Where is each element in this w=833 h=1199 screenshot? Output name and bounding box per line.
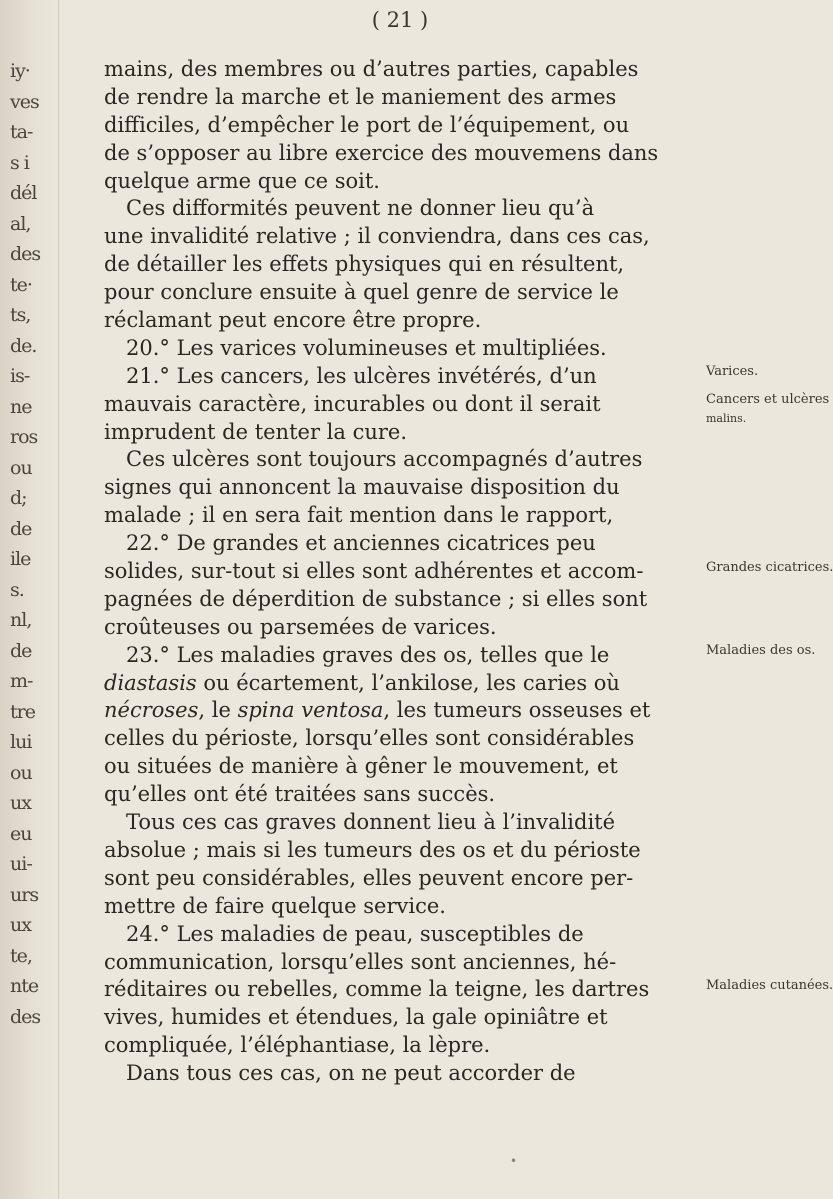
gutter-fragment: m-	[10, 670, 33, 692]
gutter-fragment: ta-	[10, 121, 33, 143]
gutter-fragment: te·	[10, 273, 32, 296]
text-line: 24.° Les maladies de peau, susceptibles de	[126, 921, 584, 946]
gutter-fragment: des	[10, 1005, 41, 1028]
text-line: une invalidité relative ; il conviendra, dans ces cas,	[104, 224, 650, 249]
text-line: 20.° Les varices volumineuses et multipliées.	[126, 335, 607, 360]
gutter-fragment: ros	[10, 426, 38, 448]
text-line: absolue ; mais si les tumeurs des os et du périoste	[104, 837, 641, 862]
text-line: de rendre la marche et le maniement des armes	[104, 84, 617, 109]
text-line: qu’elles ont été traitées sans succès.	[104, 782, 496, 807]
text-fragment: , les tumeurs osseuses et	[383, 698, 651, 723]
margin-note-cancers: Cancers et ulcères	[706, 392, 830, 407]
gutter-fragment: ts,	[10, 304, 31, 326]
text-line: imprudent de tenter la cure.	[104, 419, 408, 444]
gutter-fragment: iy·	[10, 60, 30, 82]
gutter-fragment: ou	[10, 456, 32, 479]
italic-term-diastasis: diastasis	[104, 670, 197, 695]
gutter-fragment: lui	[10, 731, 32, 753]
margin-note-malins: malins.	[706, 412, 747, 425]
text-line: celles du périoste, lorsqu’elles sont considérables	[104, 726, 635, 751]
text-line: mauvais caractère, incurables ou dont il serait	[104, 391, 601, 416]
ink-speck: •	[510, 1154, 518, 1168]
text-line: compliquée, l’éléphantiase, la lèpre.	[104, 1033, 491, 1058]
margin-note-cicatrices: Grandes cicatrices.	[706, 560, 833, 575]
gutter-fragment: ne	[10, 395, 32, 418]
text-line: Ces difformités peuvent ne donner lieu qu’à	[126, 196, 595, 221]
text-line: mettre de faire quelque service.	[104, 893, 446, 918]
text-line: Tous ces cas graves donnent lieu à l’invalidité	[126, 810, 616, 835]
text-line: pagnées de déperdition de substance ; si elles sont	[104, 586, 648, 611]
gutter-fragment: ux	[10, 914, 31, 936]
gutter-fragment: ile	[10, 548, 31, 570]
text-line	[104, 670, 704, 698]
text-line: communication, lorsqu’elles sont anciennes, hé-	[104, 949, 617, 974]
gutter-fragment: eu	[10, 822, 32, 845]
adjacent-page-gutter	[0, 0, 59, 1199]
text-line: croûteuses ou parsemées de varices.	[104, 614, 497, 639]
gutter-fragment: ux	[10, 792, 31, 814]
gutter-fragment: des	[10, 243, 41, 265]
gutter-fragment: d;	[10, 487, 27, 509]
text-line: difficiles, d’empêcher le port de l’équipement, ou	[104, 112, 630, 137]
margin-note-os: Maladies des os.	[706, 643, 816, 658]
text-line: malade ; il en sera fait mention dans le rapport,	[104, 503, 614, 528]
italic-term-spina-ventosa: spina ventosa	[237, 698, 384, 723]
gutter-fragment: al,	[10, 212, 31, 235]
text-line	[104, 697, 704, 725]
text-line: de s’opposer au libre exercice des mouvemens dans	[104, 140, 659, 165]
gutter-fragment: de	[10, 517, 32, 540]
gutter-fragment: de	[10, 639, 32, 662]
italic-term-necroses: nécroses	[104, 698, 199, 723]
text-line: pour conclure ensuite à quel genre de service le	[104, 280, 619, 305]
gutter-fragment: de.	[10, 334, 37, 357]
margin-note-cutanees: Maladies cutanées.	[706, 978, 833, 993]
text-line: Ces ulcères sont toujours accompagnés d’autres	[126, 447, 643, 472]
gutter-fragment: is-	[10, 365, 30, 387]
gutter-fragment: tre	[10, 700, 35, 723]
gutter-fragment: urs	[10, 883, 39, 906]
margin-note-varices: Varices.	[706, 364, 759, 379]
gutter-fragment: nl,	[10, 609, 32, 631]
page-number: ( 21 )	[371, 8, 429, 32]
text-line: solides, sur-tout si elles sont adhérentes et accom-	[104, 559, 644, 584]
gutter-fragment: ui-	[10, 853, 32, 875]
text-line: 23.° Les maladies graves des os, telles que le	[126, 642, 610, 667]
gutter-fragment: s.	[10, 578, 24, 601]
gutter-fragment: dél	[10, 182, 37, 204]
text-line: vives, humides et étendues, la gale opiniâtre et	[104, 1005, 608, 1030]
text-line: signes qui annoncent la mauvaise disposition du	[104, 475, 620, 500]
text-line: ou situées de manière à gêner le mouvement, et	[104, 754, 618, 779]
text-line: 22.° De grandes et anciennes cicatrices peu	[126, 531, 596, 556]
text-line: mains, des membres ou d’autres parties, capables	[104, 57, 639, 81]
gutter-fragment: te,	[10, 944, 32, 967]
gutter-fragment: nte	[10, 975, 39, 997]
text-line: réclamant peut encore être propre.	[104, 308, 482, 333]
text-line: 21.° Les cancers, les ulcères invétérés, d’un	[126, 363, 597, 388]
gutter-fragment: ou	[10, 761, 32, 784]
gutter-fragment: s i	[10, 151, 29, 174]
gutter-fragment: ves	[10, 90, 39, 113]
text-fragment: , le	[198, 698, 238, 723]
text-line: sont peu considérables, elles peuvent encore per-	[104, 865, 634, 890]
text-line: réditaires ou rebelles, comme la teigne, les dartres	[104, 977, 650, 1002]
text-fragment: ou écartement, l’ankilose, les caries où	[203, 670, 620, 695]
text-line: quelque arme que ce soit.	[104, 168, 380, 193]
body-text	[104, 56, 704, 1088]
text-line: Dans tous ces cas, on ne peut accorder de	[126, 1061, 576, 1086]
text-line: de détailler les effets physiques qui en résultent,	[104, 252, 625, 277]
